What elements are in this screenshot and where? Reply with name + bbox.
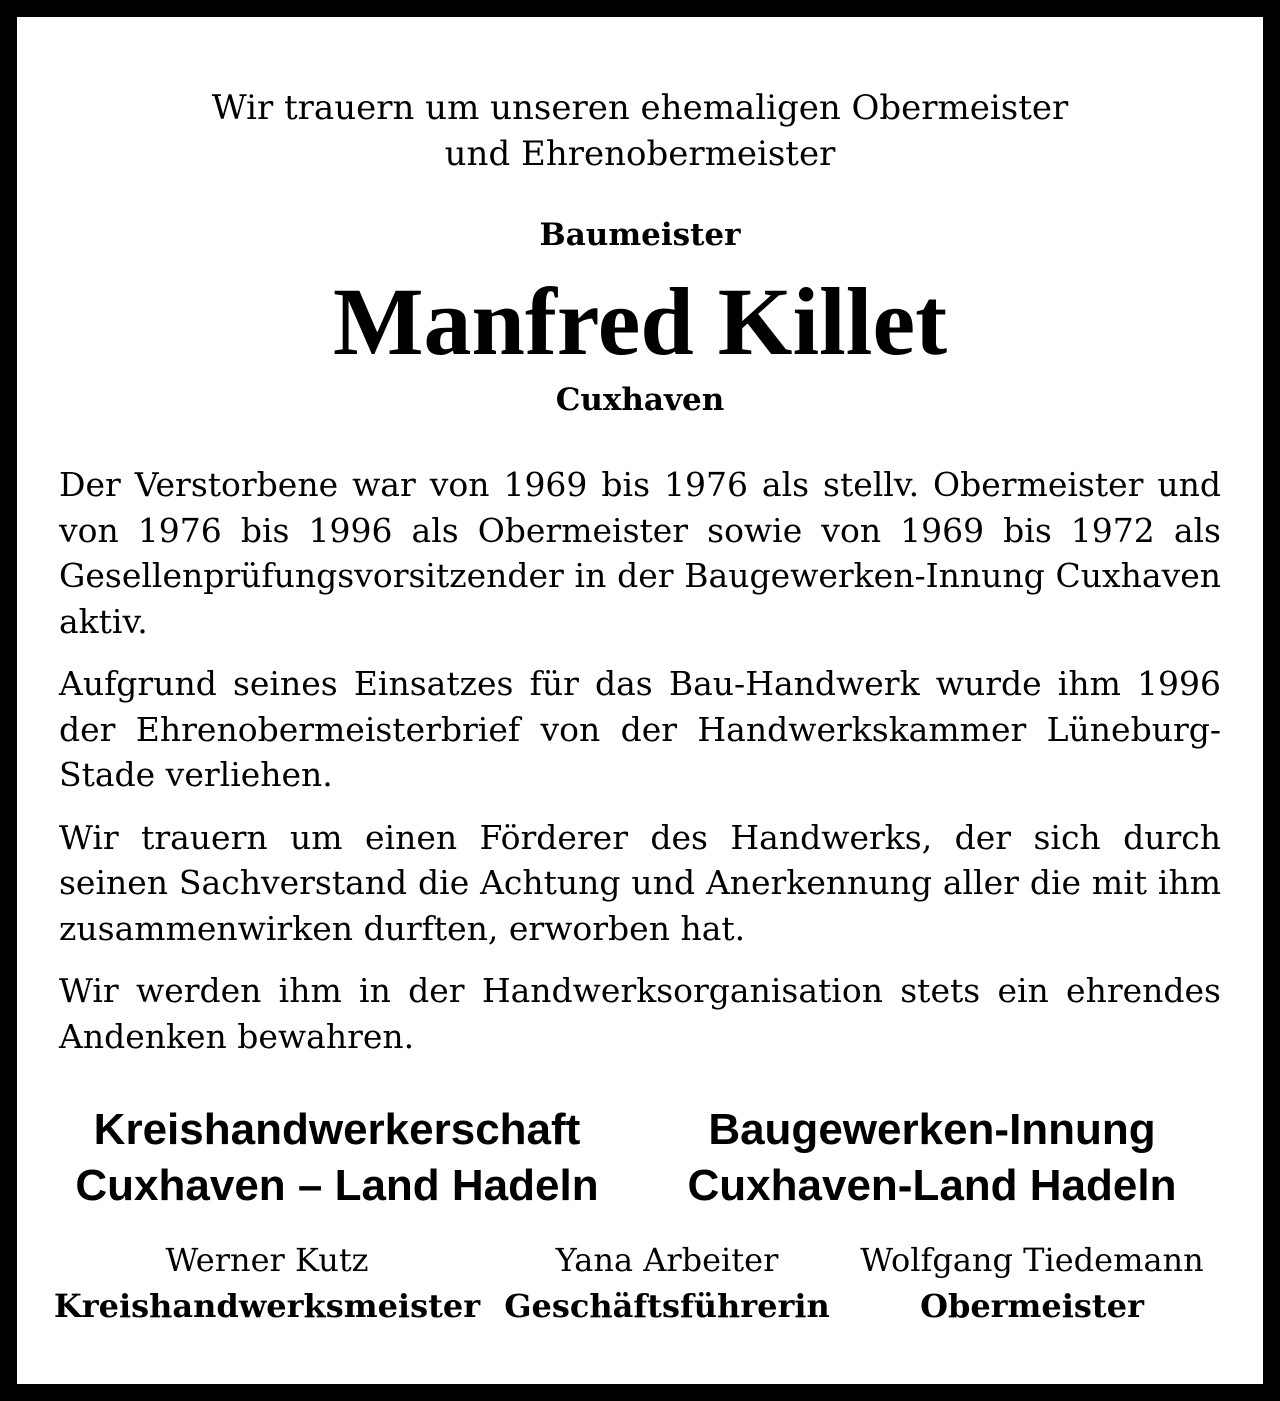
organization-region: Cuxhaven-Land Hadeln: [687, 1161, 1177, 1210]
signatory-role: Obermeister: [920, 1287, 1144, 1325]
deceased-place: Cuxhaven: [555, 382, 725, 418]
signatory-role: Geschäftsführerin: [504, 1287, 830, 1325]
intro-text: [17, 85, 1263, 177]
paragraph-remembrance: Wir werden ihm in der Handwerksorganisation stets ein ehrendes Andenken bewahren.: [59, 971, 1221, 1056]
signatory: [497, 1237, 837, 1329]
obituary-notice: [17, 17, 1263, 1384]
notice-body: [59, 462, 1221, 1076]
paragraph-mourning: Wir trauern um einen Förderer des Handwerks, der sich durch seinen Sachverstand die Achtung und Anerkennung aller die mit ihm zusammenwirken durften, erworben hat.: [59, 817, 1221, 948]
paragraph-honor: Aufgrund seines Einsatzes für das Bau-Handwerk wurde ihm 1996 der Ehrenobermeisterbrief von der Handwerkskammer Lüneburg-Stade verliehen.: [59, 664, 1221, 794]
signatory-name: Wolfgang Tiedemann: [860, 1241, 1204, 1279]
professional-title: Baumeister: [539, 217, 741, 253]
intro-line-2: und Ehrenobermeister: [444, 134, 836, 174]
organization-name: Baugewerken-Innung: [708, 1105, 1156, 1154]
organization-name: Kreishandwerkerschaft: [93, 1105, 581, 1154]
signatory: [837, 1237, 1227, 1329]
paragraph-career: Der Verstorbene war von 1969 bis 1976 als stellv. Obermeister und von 1976 bis 1996 als Obermeister sowie von 1969 bis 1972 als Gesellenprüfungsvorsitzender in der Baugewerken-Innung Cuxhaven aktiv.: [59, 465, 1221, 641]
intro-line-1: Wir trauern um unseren ehemaligen Obermeister: [211, 88, 1069, 128]
signatory-role: Kreishandwerksmeister: [53, 1287, 481, 1325]
organization-baugewerken-innung: [642, 1102, 1222, 1214]
signatory-name: Werner Kutz: [165, 1241, 369, 1279]
deceased-name: Manfred Killet: [332, 268, 948, 375]
signatory-name: Yana Arbeiter: [555, 1241, 779, 1279]
signatory: [52, 1237, 482, 1329]
organization-region: Cuxhaven – Land Hadeln: [75, 1161, 599, 1210]
organization-kreishandwerkerschaft: [47, 1102, 627, 1214]
